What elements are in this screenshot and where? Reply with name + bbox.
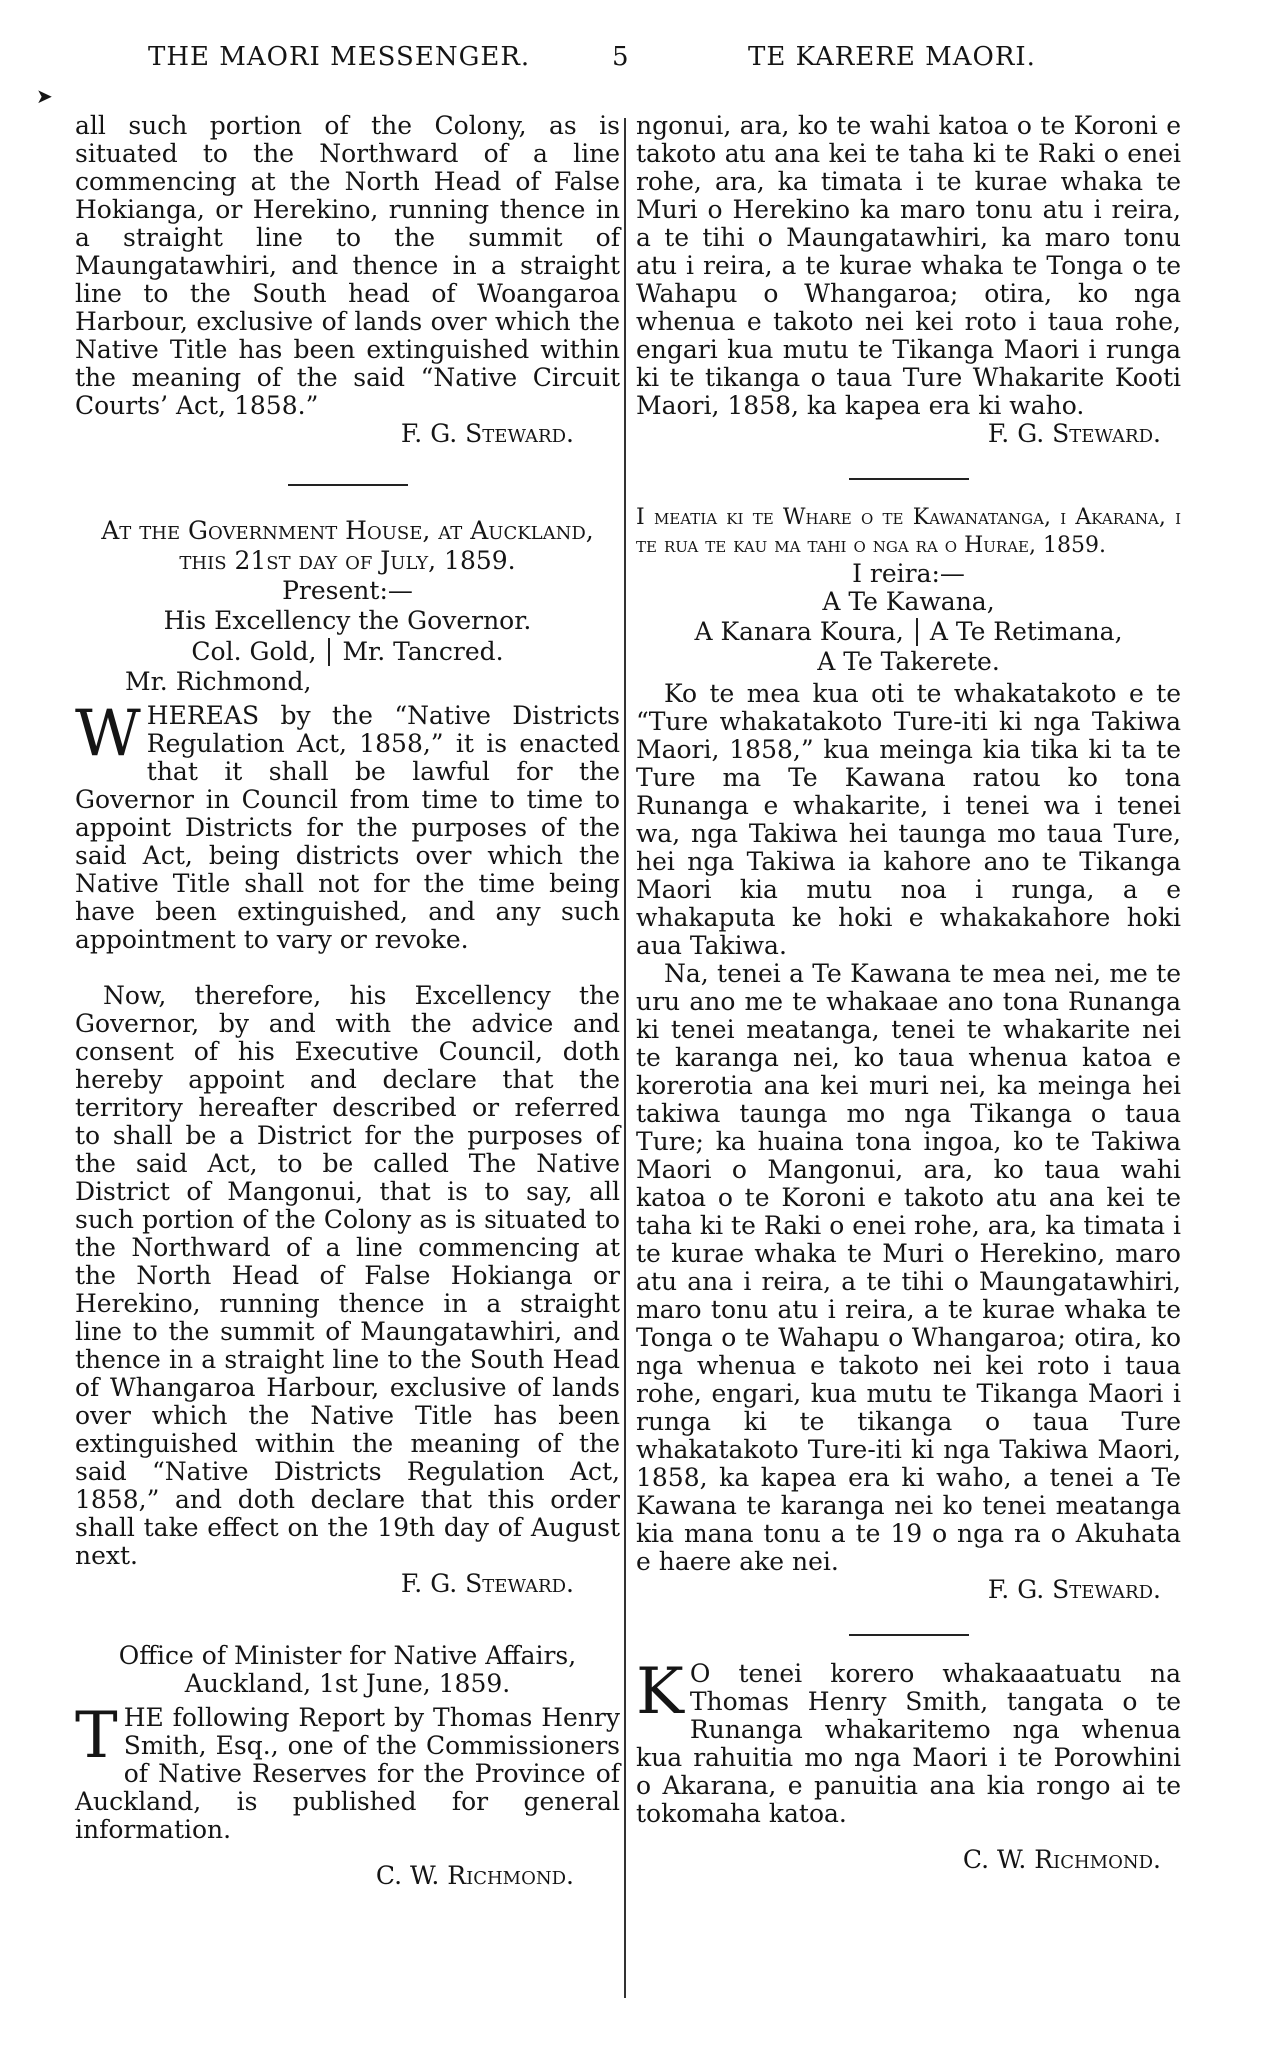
- ko-tenei-paragraph: [636, 1655, 1181, 1828]
- english-attendees-2: [75, 668, 620, 696]
- maori-signature-steward-2: F. G. Steward.: [987, 1575, 1161, 1604]
- header-maori-title: TE KARERE MAORI.: [748, 42, 1036, 72]
- english-column: [75, 112, 620, 1890]
- maori-attendees: [636, 618, 1181, 646]
- report-dropcap: T: [75, 1699, 118, 1773]
- maori-signature-steward-1: F. G. Steward.: [987, 419, 1161, 448]
- english-paragraph-continuation: all such portion of the Colony, as is situated to the Northward of a line commencing at the North Head of False Hokianga, or Herekino, running thence in a straight line to the summit of Maungatawhiri, and thence in a straight line to the South head of Woangaroa Harbour, exclusive of lands over which the Native Title has been extinguished within the meaning of the said “Native Circuit Courts’ Act, 1858.”: [75, 111, 620, 420]
- office-line-2: Auckland, 1st June, 1859.: [184, 1669, 511, 1698]
- english-heading-line-2: this 21st day of July, 1859.: [179, 546, 516, 575]
- maori-column: [636, 112, 1181, 1874]
- now-therefore-paragraph: Now, therefore, his Excellency the Governor, by and with the advice and consent of his Executive Council, doth hereby appoint and declare that the territory hereafter described or referred to shall be a District for the purposes of the said Act, to be called The Native District of Mangonui, that is to say, all such portion of the Colony as is situated to the Northward of a line commencing at the North Head of False Hokianga or Herekino, running thence in a straight line to the summit of Maungatawhiri, and thence in a straight line to the South Head of Whangaroa Harbour, exclusive of lands over which the Native Title has been extinguished within the meaning of the said “Native Districts Regulation Act, 1858,” and doth declare that this order shall take effect on the 19th day of August next.: [75, 981, 620, 1570]
- section-divider: [288, 484, 408, 486]
- maori-paragraph-continuation: ngonui, ara, ko te wahi katoa o te Koroni e takoto atu ana kei te taha ki te Raki o enei rohe, ara, ka timata i te kurae whaka te Muri o Herekino ka maro tonu atu i reira, a te tihi o Maungatawhiri, ka maro tonu atu i reira, a te kurae whaka te Tonga o te Wahapu o Whangaroa; otira, ko nga whenua e takoto nei kei roto i taua rohe, engari kua mutu te Tikanga Maori i runga ki te tikanga o taua Ture Whakarite Kooti Maori, 1858, ka kapea era ki waho.: [636, 111, 1181, 420]
- english-heading-line-1: At the Government House, at Auckland,: [101, 516, 594, 545]
- printer-mark-icon: ➤: [36, 84, 53, 108]
- ko-te-mea-paragraph: Ko te mea kua oti te whakatakoto e te “Ture whakatakoto Ture-iti ki nga Takiwa Maori, 1858,” kua meinga kia tika ki ta te Ture ma Te Kawana ratou ko tona Runanga e whakarite, i tenei wa i tenei wa, nga Takiwa hei taunga mo taua Ture, hei nga Takiwa ia kahore ano te Tikanga Maori kia mutu noa i runga, a e whakaputa ke hoki e whakakahore hoki aua Takiwa.: [636, 679, 1181, 960]
- maori-attendee-koura: A Kanara Koura,: [694, 617, 904, 646]
- maori-signature-richmond: C. W. Richmond.: [962, 1845, 1161, 1874]
- english-signature-steward-1: F. G. Steward.: [400, 419, 574, 448]
- column-divider: [624, 118, 626, 1998]
- header-english-title: THE MAORI MESSENGER.: [148, 42, 531, 72]
- attendee-richmond: Mr. Richmond,: [125, 667, 312, 696]
- section-divider-maori-2: [849, 1634, 969, 1636]
- maori-governor: A Te Kawana,: [822, 587, 995, 616]
- office-line-1: Office of Minister for Native Affairs,: [118, 1641, 577, 1670]
- maori-order-heading: I meatia ki te Whare o te Kawanatanga, i Akarana, i te rua te kau ma tahi o nga ra o Hurae, 1859.: [636, 505, 1181, 558]
- whereas-paragraph: [75, 697, 620, 954]
- na-tenei-paragraph: Na, tenei a Te Kawana te mea nei, me te uru ano me te whakaae ano tona Runanga ki tenei meatanga, tenei te whakarite nei te karanga nei, ko taua whenua katoa e korerotia ana kei muri nei, ka meinga hei takiwa taunga mo nga Tikanga o taua Ture; ka huaina tona ingoa, ko te Takiwa Maori o Mangonui, ara, ko taua wahi katoa o te Koroni e takoto atu ana kei te taha ki te Raki o enei rohe, ara, ka timata i te kurae whaka te Muri o Herekino, maro atu ana i reira, a te tihi o Maungatawhiri, maro tonu atu i reira, a te kurae whaka te Tonga o te Wahapu o Whangaroa; otira, ko nga whenua e takoto nei kei roto i taua rohe, engari, kua mutu te Tikanga Maori i runga ki te tikanga o taua Ture whakatakoto Ture-iti ki nga Takiwa Maori, 1858, ka kapea era ki waho, a tenei a Te Kawana te karanga nei ko tenei meatanga kia mana tonu a te 19 o nga ra o Akuhata e haere ake nei.: [636, 959, 1181, 1576]
- ko-dropcap: K: [636, 1655, 684, 1729]
- maori-present: I reira:—: [852, 559, 965, 588]
- english-signature-richmond: C. W. Richmond.: [375, 1861, 574, 1890]
- maori-attendee-takerete: A Te Takerete.: [817, 647, 1000, 676]
- english-governor: His Excellency the Governor.: [163, 606, 532, 635]
- ko-tenei-text: O tenei korero whakaaatuatu na Thomas Henry Smith, tangata o te Runanga whakaritemo nga whenua kua rahuitia mo nga Maori i te Porowhini o Akarana, e panuitia ana kia rongo ai te tokomaha katoa.: [636, 1659, 1181, 1828]
- english-present: Present:—: [282, 576, 413, 605]
- report-paragraph: [75, 1699, 620, 1844]
- english-signature-steward-2: F. G. Steward.: [400, 1569, 574, 1598]
- report-text: HE following Report by Thomas Henry Smith, Esq., one of the Commissioners of Native Reserves for the Province of Auckland, is published for general information.: [75, 1703, 620, 1844]
- section-divider-maori: [849, 478, 969, 480]
- maori-attendee-retimana: A Te Retimana,: [916, 618, 1135, 646]
- attendee-gold: Col. Gold,: [191, 637, 317, 666]
- page-number: 5: [612, 42, 630, 72]
- whereas-dropcap: W: [75, 697, 141, 771]
- whereas-text: HEREAS by the “Native Districts Regulation Act, 1858,” it is enacted that it shall be lawful for the Governor in Council from time to time to appoint Districts for the purposes of the said Act, being districts over which the Native Title shall not for the time being have been extinguished, and any such appointment to vary or revoke.: [75, 701, 620, 954]
- english-order-heading: [75, 516, 620, 636]
- attendee-tancred: Mr. Tancred.: [328, 638, 515, 666]
- english-attendees: [75, 638, 620, 666]
- page-header: [0, 42, 1280, 82]
